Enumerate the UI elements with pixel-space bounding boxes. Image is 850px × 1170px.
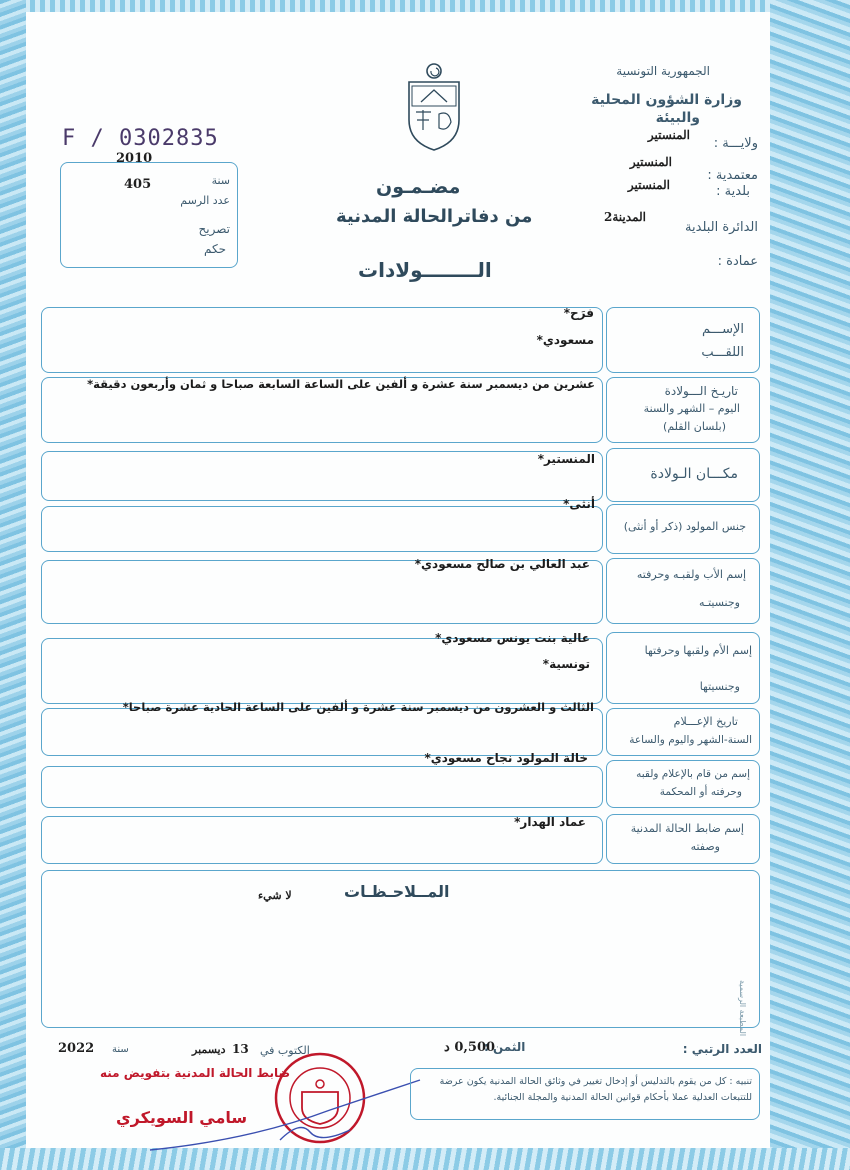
birth-date-sublabel: اليوم – الشهر والسنة	[643, 402, 740, 415]
sex-value: أنثى*	[563, 497, 595, 511]
sex-label: جنس المولود (ذكر أو أنثى)	[623, 520, 746, 533]
birth-date-value: عشرين من ديسمبر سنة عشرة و ألفين على الساعة السابعة صباحا و ثمان وأربعون دقيقة*	[87, 377, 595, 391]
declarant-value: خالة المولود نجاح مسعودي*	[424, 751, 588, 765]
serial-order-label: العدد الرتبي :	[682, 1042, 762, 1056]
officer-stamp-line: ضابط الحالة المدنية بتفويض منه	[100, 1066, 291, 1080]
district-label: الدائرة البلدية	[685, 220, 758, 235]
municipality-label: بلدية :	[716, 184, 750, 199]
births-title: الــــــــولادات	[358, 258, 492, 282]
first-name-value: فرَح*	[563, 306, 594, 320]
declaration-date-value-box	[41, 708, 603, 756]
governorate-value: المنستير	[647, 128, 690, 142]
registers-title: من دفاترالحالة المدنية	[336, 206, 533, 227]
decorative-border-right	[770, 0, 850, 1170]
register-year-label: سنة	[211, 174, 230, 187]
printer-mark: المطبعة الرسمية	[738, 980, 747, 1037]
municipality-value: المنستير	[627, 178, 670, 192]
father-label: إسم الأب ولقبـه وحرفته	[636, 568, 746, 581]
officer-label: إسم ضابط الحالة المدنية	[630, 822, 744, 835]
date-year-label: سنة	[112, 1044, 129, 1055]
first-name-label: الإســـم	[702, 322, 744, 337]
name-label-box	[606, 307, 760, 373]
date-month: ديسمبر	[192, 1043, 226, 1056]
mother-value-box	[41, 638, 603, 704]
price-value: 0,500 د	[444, 1040, 496, 1055]
declaration-date-label: تاريخ الإعـــلام	[673, 715, 738, 728]
district-value: المدينة2	[604, 210, 646, 224]
decorative-border-top	[0, 0, 850, 12]
price-label: الثمن :	[484, 1040, 526, 1054]
mother-label-line2: وجنسيتها	[699, 680, 740, 693]
delegation-value: المنستير	[629, 155, 672, 169]
remarks-title: المــلاحـظـات	[344, 882, 450, 901]
notice-text: تنبيه : كل من يقوم بالتدليس أو إدخال تغيير في وثائق الحالة المدنية يكون عرضة للتتبعات العدلية عملا بأحكام قوانين الحالة المدنية والمجلة الجنائية.	[439, 1076, 752, 1103]
register-judgment-label: حكم	[203, 242, 226, 256]
mother-label: إسم الأم ولقبها وحرفتها	[644, 644, 752, 657]
last-name-value: مسعودي*	[536, 333, 594, 347]
imada-label: عمادة :	[717, 254, 758, 269]
republic-label: الجمهورية التونسية	[616, 64, 710, 78]
last-name-label: اللقـــب	[701, 345, 744, 360]
remarks-value: لا شيء	[258, 889, 292, 902]
mother-nationality-value: تونسية*	[542, 657, 590, 671]
officer-signature-icon	[130, 1070, 430, 1160]
coat-of-arms-icon	[403, 62, 465, 152]
birth-place-label: مكـــان الـولادة	[650, 466, 738, 482]
birth-place-value: المنستير*	[537, 452, 595, 466]
name-value-box	[41, 307, 603, 373]
birth-date-in-words-label: (بلسان القلم)	[663, 420, 726, 433]
delegation-label: معتمدية :	[707, 168, 758, 183]
mother-value: عالية بنت يونس مسعودي*	[435, 631, 590, 645]
mother-label-box	[606, 632, 760, 704]
register-year-value: 2010	[116, 151, 153, 166]
officer-value: عماد الهدار*	[514, 815, 586, 829]
register-declaration-label: تصريح	[198, 222, 230, 236]
decorative-border-left	[0, 0, 26, 1170]
declarant-label: إسم من قام بالإعلام ولقبه	[636, 768, 750, 780]
ministry-label-line2: والبيئة	[655, 110, 700, 126]
sex-value-box	[41, 506, 603, 552]
governorate-label: ولايـــة :	[713, 136, 758, 151]
declaration-date-value: الثالث و العشرون من ديسمبر سنة عشرة و ألفين على الساعة الحادية عشرة صباحا*	[122, 700, 594, 714]
date-day: 13	[232, 1042, 249, 1056]
register-number-value: 405	[124, 177, 152, 192]
declaration-date-sublabel: السنة-الشهر واليوم والساعة	[629, 734, 752, 746]
father-value: عبد العالي بن صالح مسعودي*	[414, 557, 590, 571]
ministry-label-line1: وزارة الشؤون المحلية	[591, 92, 742, 108]
officer-label-line2: وصفته	[690, 840, 720, 853]
birth-place-value-box	[41, 451, 603, 501]
declarant-label-line2: وحرفته أو المحكمة	[659, 786, 742, 798]
serial-number: F / 0302835	[62, 126, 219, 151]
father-label-line2: وجنسيتـه	[698, 596, 740, 609]
officer-stamp-name: سامي السويكري	[116, 1108, 248, 1127]
declarant-value-box	[41, 766, 603, 808]
register-number-label: عدد الرسم	[180, 194, 230, 207]
birth-date-label: تاريـخ الـــولادة	[664, 384, 738, 398]
extract-title: مضـمـون	[376, 176, 461, 198]
written-at-label: الكتوب في	[260, 1044, 310, 1057]
date-year-value: 2022	[58, 1041, 95, 1056]
